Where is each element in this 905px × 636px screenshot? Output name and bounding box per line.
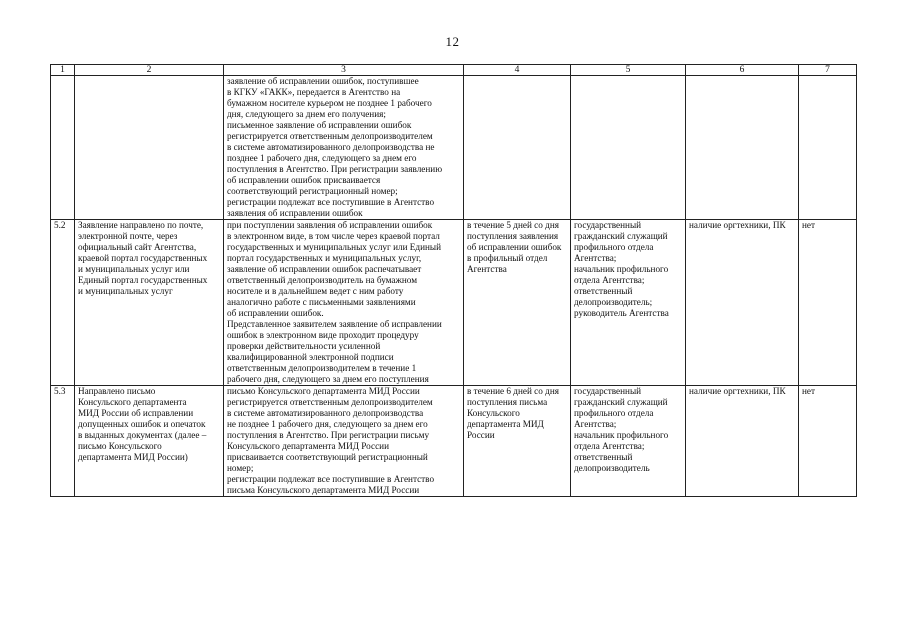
text-line: поступления в Агентство. При регистрации заявлению xyxy=(227,164,443,174)
table-row xyxy=(51,220,857,386)
cell-forms xyxy=(799,386,857,497)
text-line: руководитель Агентства xyxy=(574,308,669,318)
table-header-row xyxy=(51,65,857,76)
text-line: заявление об исправлении ошибок, поступившее xyxy=(227,76,419,86)
text-line: в электронном виде, в том числе через краевой портал xyxy=(227,231,440,241)
text-line: портал государственных и муниципальных услуг, xyxy=(227,253,422,263)
text-line: Заявление направлено по почте, xyxy=(78,220,204,230)
text-line: Агентства xyxy=(467,264,507,274)
text-line: отдела Агентства; xyxy=(574,275,645,285)
text-line: начальник профильного xyxy=(574,264,669,274)
cell-responsible xyxy=(571,386,686,497)
text-line: поступления заявления xyxy=(467,231,559,241)
text-line: позднее 1 рабочего дня, следующего за днем его xyxy=(227,153,417,163)
text-line: не позднее 1 рабочего дня, следующего за днем его xyxy=(227,419,428,429)
text-line: в течение 5 дней со дня xyxy=(467,220,559,230)
text-line: и муниципальных услуг или xyxy=(78,264,190,274)
text-line: допущенных ошибок и опечаток xyxy=(78,419,206,429)
text-line: нет xyxy=(802,220,816,230)
text-line: Агентства; xyxy=(574,419,617,429)
text-line: Агентства; xyxy=(574,253,617,263)
text-line: отдела Агентства; xyxy=(574,441,645,451)
column-header: 4 xyxy=(464,65,571,76)
text-line: регистрации подлежат все поступившие в Агентство xyxy=(227,197,435,207)
column-header: 2 xyxy=(75,65,224,76)
text-line: России xyxy=(467,430,495,440)
text-line: проверки действительности усиленной xyxy=(227,341,381,351)
procedure-table xyxy=(50,64,857,497)
text-line: при поступлении заявления об исправлении ошибок xyxy=(227,220,433,230)
text-line: соответствующий регистрационный номер; xyxy=(227,186,398,196)
text-line: Консульского департамента МИД России xyxy=(227,441,389,451)
text-line: ответственный xyxy=(574,286,633,296)
text-line: об исправлении ошибок присваивается xyxy=(227,175,381,185)
text-line: квалифицированной электронной подписи xyxy=(227,352,394,362)
text-line: в профильный отдел xyxy=(467,253,548,263)
text-line: гражданский служащий xyxy=(574,231,668,241)
text-line: в КГКУ «ГАКК», передается в Агентство на xyxy=(227,87,401,97)
text-line: ответственный xyxy=(574,452,633,462)
text-line: об исправлении ошибок xyxy=(467,242,562,252)
table-row xyxy=(51,386,857,497)
text-line: в системе автоматизированного делопроизводства xyxy=(227,408,424,418)
text-line: письма Консульского департамента МИД России xyxy=(227,485,420,495)
text-line: в выданных документах (далее – xyxy=(78,430,207,440)
text-line: письмо Консульского департамента МИД России xyxy=(227,386,420,396)
text-line: начальник профильного xyxy=(574,430,669,440)
text-line: делопроизводитель xyxy=(574,463,650,473)
cell-forms xyxy=(799,220,857,386)
text-line: поступления письма xyxy=(467,397,548,407)
row-number: 5.2 xyxy=(51,220,75,386)
cell-term xyxy=(464,386,571,497)
text-line: МИД России об исправлении xyxy=(78,408,194,418)
text-line: Консульского xyxy=(467,408,520,418)
row-number: 5.3 xyxy=(51,386,75,497)
cell-term xyxy=(464,76,571,220)
text-line: регистрации подлежат все поступившие в Агентство xyxy=(227,474,435,484)
text-line: аналогично работе с письменными заявлениями xyxy=(227,297,416,307)
table-body xyxy=(51,76,857,497)
text-line: и муниципальных услуг xyxy=(78,286,173,296)
text-line: ответственный делопроизводитель на бумажном xyxy=(227,275,418,285)
text-line: регистрируется ответственным делопроизводителем xyxy=(227,131,433,141)
text-line: заявление об исправлении ошибок распечатывает xyxy=(227,264,422,274)
table-row xyxy=(51,76,857,220)
text-line: дня, следующего за днем его получения; xyxy=(227,109,386,119)
text-line: государственный xyxy=(574,220,642,230)
text-line: номер; xyxy=(227,463,254,473)
text-line: присваивается соответствующий регистрационный xyxy=(227,452,428,462)
text-line: делопроизводитель; xyxy=(574,297,653,307)
text-line: наличие оргтехники, ПК xyxy=(689,220,786,230)
text-line: письменное заявление об исправлении ошибок xyxy=(227,120,412,130)
text-line: носителе и в дальнейшем ведет с ним работу xyxy=(227,286,404,296)
cell-forms xyxy=(799,76,857,220)
text-line: наличие оргтехники, ПК xyxy=(689,386,786,396)
text-line: поступления в Агентство. При регистрации письму xyxy=(227,430,430,440)
cell-resources xyxy=(686,386,799,497)
text-line: государственных и муниципальных услуг или Единый xyxy=(227,242,441,252)
column-header: 7 xyxy=(799,65,857,76)
column-header: 1 xyxy=(51,65,75,76)
text-line: департамента МИД России) xyxy=(78,452,188,462)
text-line: профильного отдела xyxy=(574,408,654,418)
text-line: Единый портал государственных xyxy=(78,275,208,285)
text-line: Консульского департамента xyxy=(78,397,187,407)
text-line: государственный xyxy=(574,386,642,396)
row-number xyxy=(51,76,75,220)
text-line: заявления об исправлении ошибок xyxy=(227,208,363,218)
cell-resources xyxy=(686,220,799,386)
text-line: нет xyxy=(802,386,816,396)
cell-situation xyxy=(75,76,224,220)
cell-resources xyxy=(686,76,799,220)
text-line: письмо Консульского xyxy=(78,441,162,451)
cell-responsible xyxy=(571,220,686,386)
text-line: в системе автоматизированного делопроизводства не xyxy=(227,142,435,152)
cell-situation xyxy=(75,386,224,497)
column-header: 6 xyxy=(686,65,799,76)
column-header: 5 xyxy=(571,65,686,76)
page-number: 12 xyxy=(445,34,460,49)
column-header: 3 xyxy=(224,65,464,76)
cell-procedure xyxy=(224,386,464,497)
text-line: регистрируется ответственным делопроизводителем xyxy=(227,397,433,407)
text-line: электронной почте, через xyxy=(78,231,178,241)
cell-responsible xyxy=(571,76,686,220)
text-line: гражданский служащий xyxy=(574,397,668,407)
text-line: в течение 6 дней со дня xyxy=(467,386,559,396)
text-line: бумажном носителе курьером не позднее 1 рабочего xyxy=(227,98,432,108)
text-line: ошибок в электронном виде проходит процедуру xyxy=(227,330,419,340)
text-line: об исправлении ошибок. xyxy=(227,308,324,318)
text-line: Представленное заявителем заявление об исправлении xyxy=(227,319,442,329)
cell-procedure xyxy=(224,76,464,220)
text-line: краевой портал государственных xyxy=(78,253,208,263)
text-line: профильного отдела xyxy=(574,242,654,252)
cell-procedure xyxy=(224,220,464,386)
text-line: Направлено письмо xyxy=(78,386,156,396)
text-line: ответственным делопроизводителем в течение 1 xyxy=(227,363,417,373)
cell-term xyxy=(464,220,571,386)
text-line: департамента МИД xyxy=(467,419,544,429)
text-line: официальный сайт Агентства, xyxy=(78,242,197,252)
cell-situation xyxy=(75,220,224,386)
text-line: рабочего дня, следующего за днем его поступления xyxy=(227,374,429,384)
